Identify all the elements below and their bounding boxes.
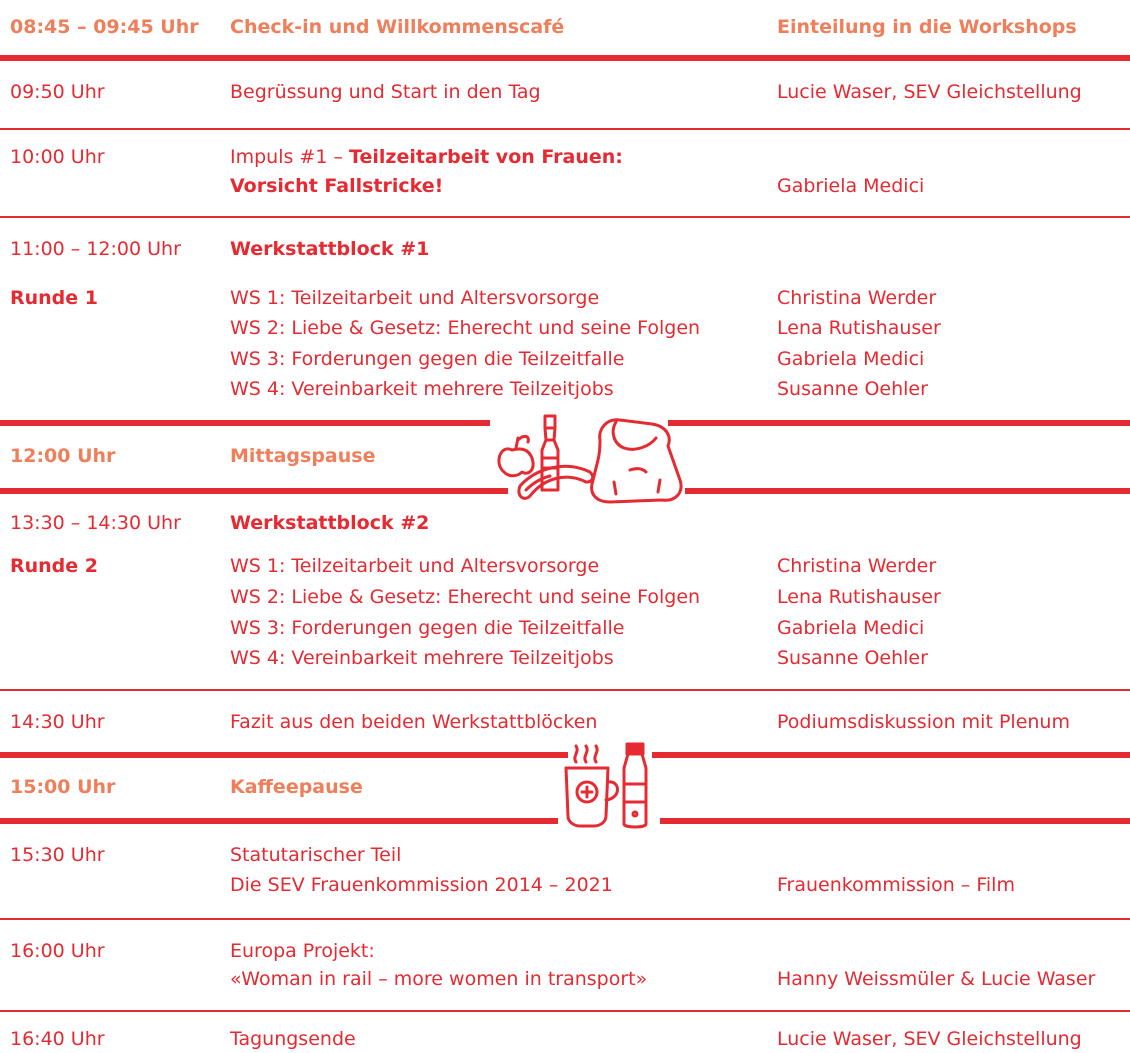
row1-time: 08:45 – 09:45 Uhr — [10, 16, 199, 38]
ws-speaker: Gabriela Medici — [777, 617, 925, 639]
round2-label: Runde 2 — [10, 555, 99, 577]
ws-title: WS 1: Teilzeitarbeit und Altersvorsorge — [230, 555, 600, 577]
row9-title-line2: Die SEV Frauenkommission 2014 – 2021 — [230, 874, 613, 896]
row3-title — [230, 144, 623, 170]
ws-speaker: Lena Rutishauser — [777, 317, 941, 339]
row2-title: Begrüssung und Start in den Tag — [230, 81, 541, 103]
ws-title: WS 2: Liebe & Gesetz: Eherecht und seine Folgen — [230, 586, 701, 608]
row3-time: 10:00 Uhr — [10, 146, 105, 168]
row2-time: 09:50 Uhr — [10, 81, 105, 103]
row-divider — [685, 488, 1130, 494]
ws-title: WS 4: Vereinbarkeit mehrere Teilzeitjobs — [230, 378, 614, 400]
lunch-bag-icon — [490, 410, 690, 510]
row7-time: 14:30 Uhr — [10, 711, 105, 733]
row11-speaker: Lucie Waser, SEV Gleichstellung — [777, 1028, 1082, 1050]
row3-title-line2: Vorsicht Fallstricke! — [230, 175, 444, 197]
ws-speaker: Susanne Oehler — [777, 378, 928, 400]
row-divider — [0, 488, 508, 494]
ws-title: WS 4: Vereinbarkeit mehrere Teilzeitjobs — [230, 647, 614, 669]
round1-label: Runde 1 — [10, 287, 99, 309]
row-divider — [668, 420, 1130, 426]
row7-speaker: Podiumsdiskussion mit Plenum — [777, 711, 1070, 733]
row9-time: 15:30 Uhr — [10, 844, 105, 866]
row10-title-line2: «Woman in rail – more women in transport» — [230, 968, 648, 990]
row10-time: 16:00 Uhr — [10, 940, 105, 962]
row6-title: Werkstattblock #2 — [230, 512, 430, 534]
row8-time: 15:00 Uhr — [10, 776, 116, 798]
row8-title: Kaffeepause — [230, 776, 363, 798]
row9-speaker: Frauenkommission – Film — [777, 874, 1015, 896]
row-divider — [0, 818, 558, 824]
ws-speaker: Christina Werder — [777, 287, 937, 309]
ws-title: WS 3: Forderungen gegen die Teilzeitfalle — [230, 348, 625, 370]
row5-time: 12:00 Uhr — [10, 445, 116, 467]
row3-title-prefix: Impuls #1 – — [230, 146, 350, 168]
row11-title: Tagungsende — [230, 1028, 356, 1050]
ws-speaker: Christina Werder — [777, 555, 937, 577]
row6-time: 13:30 – 14:30 Uhr — [10, 512, 181, 534]
row-divider — [0, 918, 1130, 920]
row5-title: Mittagspause — [230, 445, 376, 467]
row-divider — [652, 752, 1130, 758]
row11-time: 16:40 Uhr — [10, 1028, 105, 1050]
ws-speaker: Gabriela Medici — [777, 348, 925, 370]
row-divider — [0, 55, 1130, 61]
row-divider — [660, 818, 1130, 824]
ws-speaker: Lena Rutishauser — [777, 586, 941, 608]
row-divider — [0, 128, 1130, 130]
row1-speaker: Einteilung in die Workshops — [777, 16, 1077, 38]
ws-title: WS 3: Forderungen gegen die Teilzeitfalle — [230, 617, 625, 639]
row3-title-bold: Teilzeitarbeit von Frauen: — [349, 146, 623, 168]
row10-speaker: Hanny Weissmüler & Lucie Waser — [777, 968, 1096, 990]
row-divider — [0, 1010, 1130, 1012]
row4-time: 11:00 – 12:00 Uhr — [10, 238, 181, 260]
row-divider — [0, 216, 1130, 218]
row1-title: Check-in und Willkommenscafé — [230, 16, 565, 38]
ws-title: WS 2: Liebe & Gesetz: Eherecht und seine Folgen — [230, 317, 701, 339]
ws-title: WS 1: Teilzeitarbeit und Altersvorsorge — [230, 287, 600, 309]
row9-title-line1: Statutarischer Teil — [230, 844, 402, 866]
row4-title: Werkstattblock #1 — [230, 238, 430, 260]
row-divider — [0, 689, 1130, 691]
water-bottle-icon — [618, 742, 658, 832]
row3-speaker: Gabriela Medici — [777, 175, 925, 197]
row10-title-line1: Europa Projekt: — [230, 940, 375, 962]
row-divider — [0, 420, 490, 426]
row-divider — [0, 752, 568, 758]
row7-title: Fazit aus den beiden Werkstattblöcken — [230, 711, 598, 733]
row2-speaker: Lucie Waser, SEV Gleichstellung — [777, 81, 1082, 103]
ws-speaker: Susanne Oehler — [777, 647, 928, 669]
